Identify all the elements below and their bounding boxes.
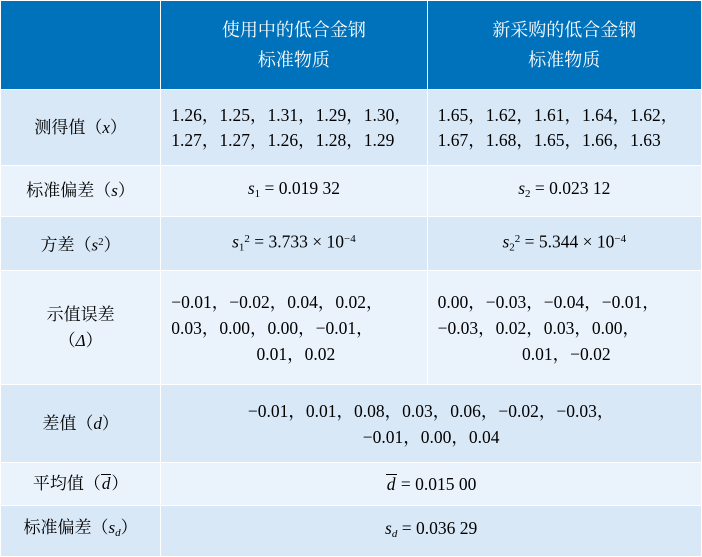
table-row (1, 385, 702, 463)
value-text: = 3.733 × 10 (254, 231, 345, 252)
row-label-text: 方差 (40, 235, 75, 255)
cell-std-col2 (427, 165, 701, 216)
value-text: = 5.344 × 10 (524, 231, 615, 252)
values-line-1: 1.65，1.62，1.61，1.64，1.62， (437, 104, 679, 125)
paren-close: ） (117, 180, 135, 200)
row-label-variance (1, 216, 161, 270)
header-col2-line2: 标准物质 (528, 50, 601, 71)
subscript-d: d (391, 528, 398, 541)
paren-open: （ (83, 474, 101, 494)
cell-error-col1 (161, 271, 427, 385)
paren-open: （ (74, 235, 92, 255)
value-text: = 0.036 29 (401, 517, 478, 538)
values-line-2: −0.01，0.00，0.04 (362, 426, 500, 447)
paren-open: （ (94, 180, 112, 200)
header-col1-line1: 使用中的低合金钢 (221, 20, 366, 41)
values-line-1: 0.00，−0.03，−0.04，−0.01， (437, 291, 660, 312)
paren-open: （ (85, 117, 103, 137)
row-label-std-deviation (1, 165, 161, 216)
values-line-1: −0.01，0.01，0.08，0.03，0.06，−0.02，−0.03， (247, 400, 615, 421)
values-line-3: 0.01，−0.02 (521, 343, 611, 364)
row-label-mean (1, 463, 161, 506)
row-label-text: 平均值 (32, 474, 84, 494)
cell-variance-col2 (427, 216, 701, 270)
symbol-d-bar: d (386, 474, 396, 495)
subscript: 1 (254, 187, 261, 200)
header-col2-line1: 新采购的低合金钢 (492, 20, 637, 41)
subscript: 2 (525, 187, 531, 200)
symbol-d-bar: d (101, 474, 111, 494)
values-line-3: 0.01，0.02 (256, 343, 336, 364)
row-label-std-deviation-d (1, 506, 161, 557)
values-line-2: 1.67，1.68，1.65，1.66，1.63 (437, 129, 661, 150)
row-label-text: 测得值 (34, 117, 86, 137)
subscript: 1 (238, 241, 245, 254)
superscript: 2 (514, 233, 521, 246)
exponent: −4 (614, 233, 627, 246)
symbol-s: s (502, 231, 510, 252)
row-label-indication-error (1, 271, 161, 385)
cell-mean-value (161, 463, 702, 506)
paren-close: ） (109, 117, 127, 137)
row-label-text: 标准偏差 (23, 518, 92, 538)
row-label-difference (1, 385, 161, 463)
row-label-text: 差值 (42, 413, 77, 433)
table-row (1, 216, 702, 270)
header-col2 (427, 1, 701, 90)
symbol-x: x (102, 117, 110, 137)
table-row (1, 90, 702, 166)
table-row (1, 271, 702, 385)
row-label-symbol-line (7, 328, 154, 354)
header-col1-line2: 标准物质 (257, 50, 330, 71)
values-line-2: 0.03，0.00，0.00，−0.01， (171, 317, 374, 338)
cell-std-col1 (161, 165, 427, 216)
row-label-text: 示值误差 (46, 304, 115, 324)
values-line-2: −0.03，0.02，0.03，0.00， (437, 317, 640, 338)
table-header-row (1, 1, 702, 90)
cell-measured-col2 (427, 90, 701, 166)
value-text: = 0.019 32 (264, 177, 340, 198)
values-line-1: −0.01，−0.02，0.04，0.02， (171, 291, 384, 312)
cell-variance-col1 (161, 216, 427, 270)
symbol-s: s (385, 517, 392, 538)
row-label-text: 标准偏差 (26, 180, 95, 200)
subscript-d: d (115, 527, 121, 540)
superscript: 2 (98, 235, 104, 248)
row-label-measured-values (1, 90, 161, 166)
exponent: −4 (344, 233, 356, 246)
symbol-s: s (232, 231, 239, 252)
symbol-s: s (518, 177, 526, 198)
paren-close: ） (111, 474, 129, 494)
symbol-s: s (108, 518, 116, 538)
cell-std-deviation-d-value (161, 506, 702, 557)
table-row (1, 165, 702, 216)
cell-error-col2 (427, 271, 701, 385)
symbol-s: s (91, 235, 99, 255)
symbol-s: s (247, 177, 255, 198)
symbol-s: s (111, 180, 118, 200)
symbol-delta: Δ (75, 330, 86, 350)
header-col1 (161, 1, 427, 90)
paren-open: （ (58, 330, 76, 350)
paren-close: ） (103, 235, 121, 255)
paren-close: ） (101, 413, 119, 433)
paren-close: ） (120, 518, 138, 538)
paren-open: （ (91, 518, 109, 538)
value-text: = 0.015 00 (400, 474, 477, 495)
symbol-d: d (93, 413, 102, 433)
value-text: = 0.023 12 (534, 177, 611, 198)
superscript: 2 (244, 233, 250, 246)
cell-measured-col1 (161, 90, 427, 166)
table-row (1, 463, 702, 506)
values-line-2: 1.27，1.27，1.26，1.28，1.29 (171, 129, 395, 150)
subscript: 2 (509, 241, 515, 254)
paren-open: （ (76, 413, 94, 433)
header-corner-cell (1, 1, 161, 90)
paren-close: ） (85, 330, 103, 350)
values-line-1: 1.26，1.25，1.31，1.29，1.30， (171, 104, 412, 125)
cell-difference-values (161, 385, 702, 463)
table-row (1, 506, 702, 557)
